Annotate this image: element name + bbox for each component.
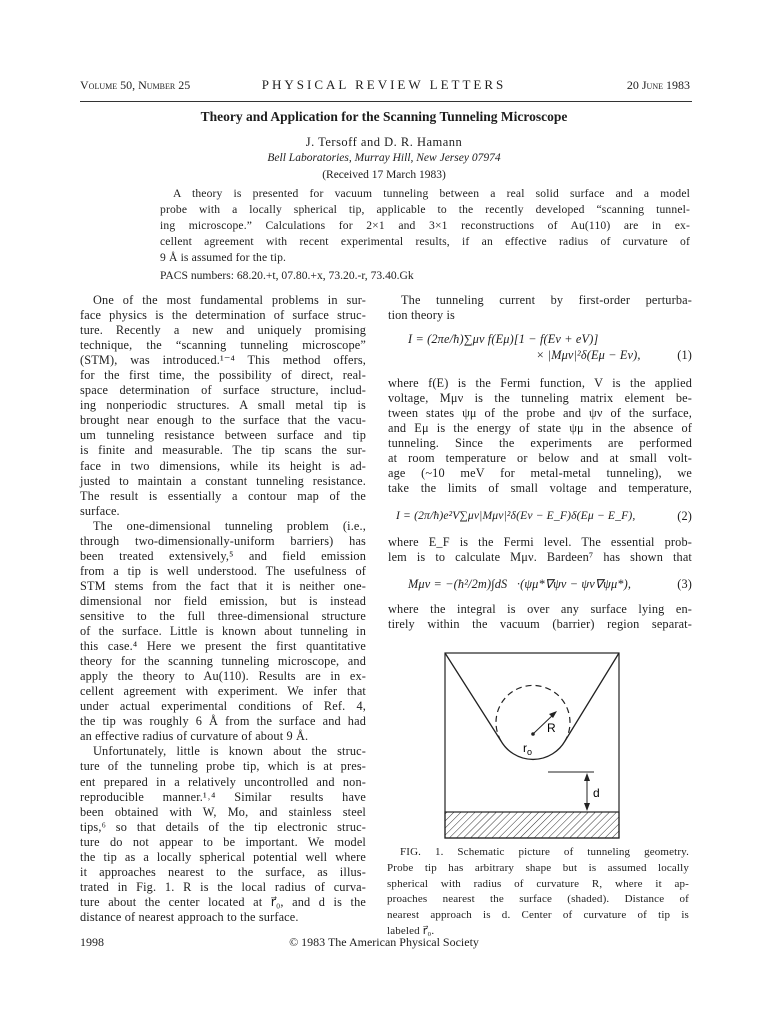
body-text-line: space determination of surface structure, includ-	[80, 383, 366, 398]
body-text-line: the tip as a locally spherical potential well where	[80, 849, 366, 864]
abstract-line: probe with a locally spherical tip, applicable to the recently developed “scanning tunnel-	[160, 203, 690, 216]
body-text-line: ture. Recently a new and uniquely promising	[80, 323, 366, 338]
body-text-line: cellent agreement with experiment. We infer that	[80, 684, 366, 699]
body-text-line: this case.⁴ Here we present the first quantitative	[80, 639, 366, 654]
caption-line: spherical with radius of curvature R, where it ap-	[387, 877, 689, 890]
body-text-line: ture about the center located at r⃗₀, and d is the	[80, 894, 366, 909]
received-date: (Received 17 March 1983)	[322, 169, 446, 181]
body-text-line: from a tip is well understood. The usefulness of	[80, 563, 366, 578]
body-text-line: justed to maintain a constant tunneling resistance.	[80, 473, 366, 488]
left-column	[80, 293, 366, 925]
equation-2: I = (2π/ħ)e²V∑μν|Mμν|²δ(Eν − E_F)δ(Eμ − E_F),	[396, 509, 636, 522]
body-text-line: face in two dimensions, while its height is ad-	[80, 458, 366, 473]
equation-3-number: (3)	[677, 577, 692, 591]
body-text-line: distance of nearest approach to the surface.	[80, 909, 299, 924]
surface-shaded	[445, 812, 619, 838]
body-text-line: under actual experimental conditions of Ref. 4,	[80, 699, 366, 714]
body-text-line: tion theory is	[388, 308, 455, 323]
body-text-line: The one-dimensional tunneling problem (i.e.,	[93, 518, 366, 533]
body-text-line: reproducible manner.¹˒⁴ Similar results have	[80, 789, 366, 804]
body-text-line: ture of the tunneling probe tip, which is at pres-	[80, 759, 366, 774]
body-text-line: at room temperature or below and at small volt-	[388, 451, 692, 466]
body-text-line: an effective radius of curvature of about 9 Å.	[80, 729, 309, 744]
caption-line: proaches nearest the surface (shaded). Distance of	[387, 893, 689, 906]
body-text-line: take the limits of small voltage and temperature,	[388, 481, 692, 496]
header-rule	[80, 101, 692, 102]
body-text-line: sensitive to the full three-dimensional structure	[80, 608, 366, 623]
body-text-line: ture do not appear to be important. We model	[80, 834, 366, 849]
right-column	[388, 293, 692, 633]
body-text-line: where f(E) is the Fermi function, V is the applied	[388, 376, 692, 390]
body-text-line: the tip was roughly 6 Å from the surface and had	[80, 714, 366, 729]
figure-frame	[445, 653, 619, 838]
probe-tip-outline	[445, 653, 619, 759]
body-text-line: it approaches nearest to the surface, as illus-	[80, 864, 366, 879]
body-text-line: tirely within the vacuum (barrier) region separat-	[388, 617, 692, 632]
abstract-line: 9 Å is assumed for the tip.	[160, 251, 287, 264]
body-text-line: of the surface. Little is known about tunneling in	[80, 624, 366, 639]
page-number: 1998	[80, 935, 104, 949]
equation-1-number: (1)	[677, 348, 692, 362]
abstract-line: A theory is presented for vacuum tunneling between a real solid surface and a model	[173, 187, 690, 200]
body-text-line: Unfortunately, little is known about the struc-	[93, 744, 366, 759]
body-text-line: where the integral is over any surface lying en-	[388, 602, 692, 616]
copyright: © 1983 The American Physical Society	[289, 935, 479, 949]
body-text-line: tunneling. Since the experiments are performed	[388, 436, 692, 451]
caption-line: labeled r⃗₀.	[387, 924, 435, 937]
figure-1-tunneling-geometry	[440, 648, 625, 844]
affiliation: Bell Laboratories, Murray Hill, New Jersey 07974	[267, 152, 501, 164]
body-text-line: STM stems from the fact that it is neither one-	[80, 578, 366, 593]
journal-name: PHYSICAL REVIEW LETTERS	[261, 77, 507, 92]
abstract-line: ing microscope.” Calculations for 2×1 and 3×1 reconstructions of Au(110) are in ex-	[160, 219, 690, 232]
caption-line: Probe tip has arbitrary shape but is assumed locally	[387, 861, 689, 874]
figure-1-caption	[387, 845, 689, 940]
body-text-line: where E_F is the Fermi level. The essential prob-	[388, 535, 692, 549]
radius-label: R	[547, 721, 556, 735]
equation-1-line-1: I = (2πe/ħ)∑μν f(Eμ)[1 − f(Eν + eV)]	[408, 332, 599, 346]
paper-title: Theory and Application for the Scanning Tunneling Microscope	[200, 109, 568, 124]
body-text-line: been obtained with W, Mo, and stainless steel	[80, 804, 366, 819]
body-text-line: through two-dimensionally-uniform barriers) has	[80, 533, 366, 548]
authors: J. Tersoff and D. R. Hamann	[305, 135, 463, 149]
equation-3: Mμν = −(ħ²/2m)∫dS⃗·(ψμ*∇ψν − ψν∇ψμ*),	[408, 577, 632, 591]
pacs-numbers: PACS numbers: 68.20.+t, 07.80.+x, 73.20.-r, 73.40.Gk	[160, 269, 414, 282]
body-text-line: apply the theory to Au(110). Results are in ex-	[80, 669, 366, 684]
body-text-line: The tunneling current by first-order perturba-	[401, 293, 692, 307]
distance-arrowhead-up-icon	[584, 773, 590, 781]
body-text-line: tips,⁶ so that details of the tip electronic struc-	[80, 819, 366, 834]
caption-line: nearest approach is d. Center of curvature of tip is	[387, 909, 689, 922]
body-text-line: brought near enough to the surface that the vacu-	[80, 413, 366, 428]
body-text-line: and Eμ is the energy of state ψμ in the absence of	[388, 421, 692, 436]
body-text-line: (STM), was introduced.¹⁻⁴ This method offers,	[80, 353, 366, 368]
body-text-line: um tunneling resistance between surface and tip	[80, 428, 366, 443]
body-text-line: theory for the scanning tunneling microscope, and	[80, 654, 366, 669]
distance-arrowhead-down-icon	[584, 803, 590, 811]
abstract-line: cellent agreement with recent experimental results, if an effective radius of curvature of	[160, 235, 690, 248]
body-text-line: lem is to calculate Mμν. Bardeen⁷ has shown that	[388, 550, 692, 565]
body-text-line: ing nonperiodic structures. A small metal tip is	[80, 398, 366, 413]
body-text-line: for the first time, the possibility of direct, real-	[80, 368, 366, 383]
body-text-line: dimensional nor field emission, but is instead	[80, 593, 366, 608]
abstract	[160, 186, 690, 266]
body-text-line: been treated extensively,⁵ and field emission	[80, 548, 366, 563]
running-head-date: 20 June 1983	[626, 78, 690, 92]
body-text-line: trated in Fig. 1. R is the local radius of curva-	[80, 879, 366, 894]
body-text-line: is finite and measurable. The tip scans the sur-	[80, 443, 366, 458]
running-head-volume: Volume 50, Number 25	[80, 78, 191, 92]
caption-line: FIG. 1. Schematic picture of tunneling geometry.	[400, 846, 689, 858]
body-text-line: face physics is the determination of surface struc-	[80, 308, 366, 323]
body-text-line: ent prepared in a relatively uncontrolled and non-	[80, 774, 366, 789]
body-text-line: technique, the “scanning tunneling microscope”	[80, 338, 366, 353]
center-label: $r_o$	[523, 741, 533, 757]
body-text-line: voltage, Mμν is the tunneling matrix element be-	[388, 391, 692, 406]
body-text-line: age (~10 meV for metal-metal tunneling), we	[388, 466, 692, 481]
body-text-line: surface.	[80, 503, 120, 518]
body-text-line: tween states ψμ of the probe and ψν of the surface,	[388, 406, 692, 421]
equation-2-number: (2)	[677, 509, 692, 523]
body-text-line: One of the most fundamental problems in sur-	[93, 293, 366, 307]
distance-label: d	[593, 786, 600, 800]
body-text-line: The result is essentially a contour map of the	[80, 488, 366, 503]
equation-1-line-2: × |Mμν|²δ(Eμ − Eν),	[536, 348, 641, 362]
